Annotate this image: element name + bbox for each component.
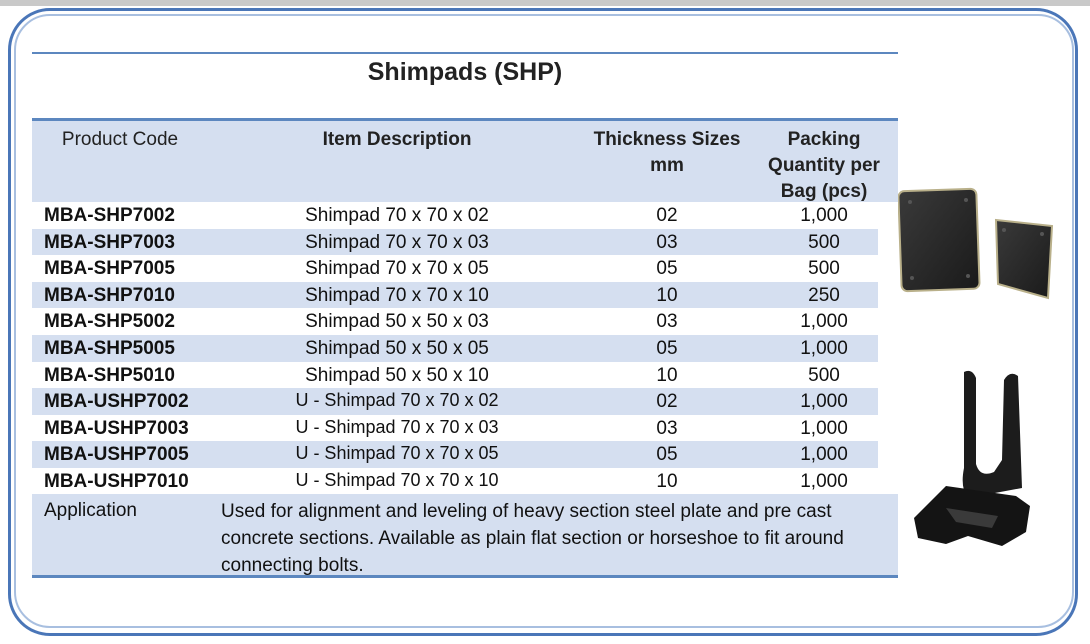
header-packing-line2: Quantity per [768,155,880,176]
table-row [32,441,878,468]
cell-product-code: MBA-USHP7002 [44,391,189,413]
cell-description: U - Shimpad 70 x 70 x 05 [295,443,499,464]
header-thickness-line1: Thickness Sizes [593,129,741,150]
cell-description: Shimpad 70 x 70 x 10 [305,284,489,306]
cell-packing: 1,000 [800,337,848,359]
page-title: Shimpads (SHP) [367,58,563,86]
header-product-code: Product Code [61,129,179,150]
header-packing [754,127,894,205]
cell-packing: 1,000 [800,444,848,466]
title-rule [32,52,898,54]
cell-thickness: 03 [656,417,678,439]
cell-description: Shimpad 50 x 50 x 05 [305,337,489,359]
cell-thickness: 05 [656,444,678,466]
cell-thickness: 10 [656,364,678,386]
application-text: Used for alignment and leveling of heavy section steel plate and pre cast concrete sections. Available as plain flat section or horseshoe to fit around connecting bolts. [221,501,844,576]
cell-description: Shimpad 50 x 50 x 03 [305,311,489,333]
cell-product-code: MBA-SHP5010 [44,364,175,386]
u-shimpad-image [906,368,1036,558]
cell-thickness: 10 [656,470,678,492]
cell-packing: 1,000 [800,417,848,439]
header-item-description: Item Description [322,129,472,150]
top-bar [0,0,1090,6]
table-row [32,202,898,229]
application-section [32,494,898,578]
cell-description: Shimpad 70 x 70 x 05 [305,258,489,280]
table-row [32,229,878,256]
table-row [32,415,898,442]
cell-thickness: 05 [656,337,678,359]
cell-packing: 1,000 [800,311,848,333]
cell-product-code: MBA-USHP7010 [44,470,189,492]
cell-thickness: 02 [656,205,678,226]
table-row [32,388,878,415]
header-packing-line1: Packing [787,129,861,150]
cell-thickness: 05 [656,258,678,280]
cell-thickness: 02 [656,391,678,413]
cell-packing: 500 [808,231,840,253]
table-row [32,282,878,309]
cell-product-code: MBA-SHP7002 [44,205,175,226]
header-packing-line3: Bag (pcs) [780,181,868,202]
cell-product-code: MBA-SHP5002 [44,311,175,333]
cell-product-code: MBA-SHP5005 [44,337,175,359]
header-thickness [592,127,742,179]
cell-packing: 1,000 [800,470,848,492]
cell-product-code: MBA-USHP7005 [44,444,189,466]
table-row [32,255,898,282]
cell-thickness: 03 [656,311,678,333]
cell-description: Shimpad 50 x 50 x 10 [305,364,489,386]
cell-product-code: MBA-SHP7005 [44,258,175,280]
header-thickness-line2: mm [650,155,684,176]
cell-description: Shimpad 70 x 70 x 03 [305,231,489,253]
table-row [32,362,898,389]
table-body [32,202,898,495]
cell-product-code: MBA-SHP7003 [44,231,175,253]
cell-product-code: MBA-SHP7010 [44,284,175,306]
table-row [32,468,898,495]
cell-description: U - Shimpad 70 x 70 x 10 [295,469,499,490]
table-header [32,118,898,202]
cell-description: U - Shimpad 70 x 70 x 02 [295,390,499,411]
cell-packing: 500 [808,258,840,280]
table-row [32,308,898,335]
table-row [32,335,878,362]
cell-description: U - Shimpad 70 x 70 x 03 [295,416,499,437]
application-label: Application [44,500,137,521]
flat-shimpad-image [898,186,1078,311]
cell-packing: 1,000 [800,205,848,226]
cell-thickness: 10 [656,284,678,306]
cell-packing: 500 [808,364,840,386]
cell-packing: 1,000 [800,391,848,413]
cell-packing: 250 [808,284,840,306]
cell-description: Shimpad 70 x 70 x 02 [305,205,489,226]
cell-product-code: MBA-USHP7003 [44,417,189,439]
cell-thickness: 03 [656,231,678,253]
